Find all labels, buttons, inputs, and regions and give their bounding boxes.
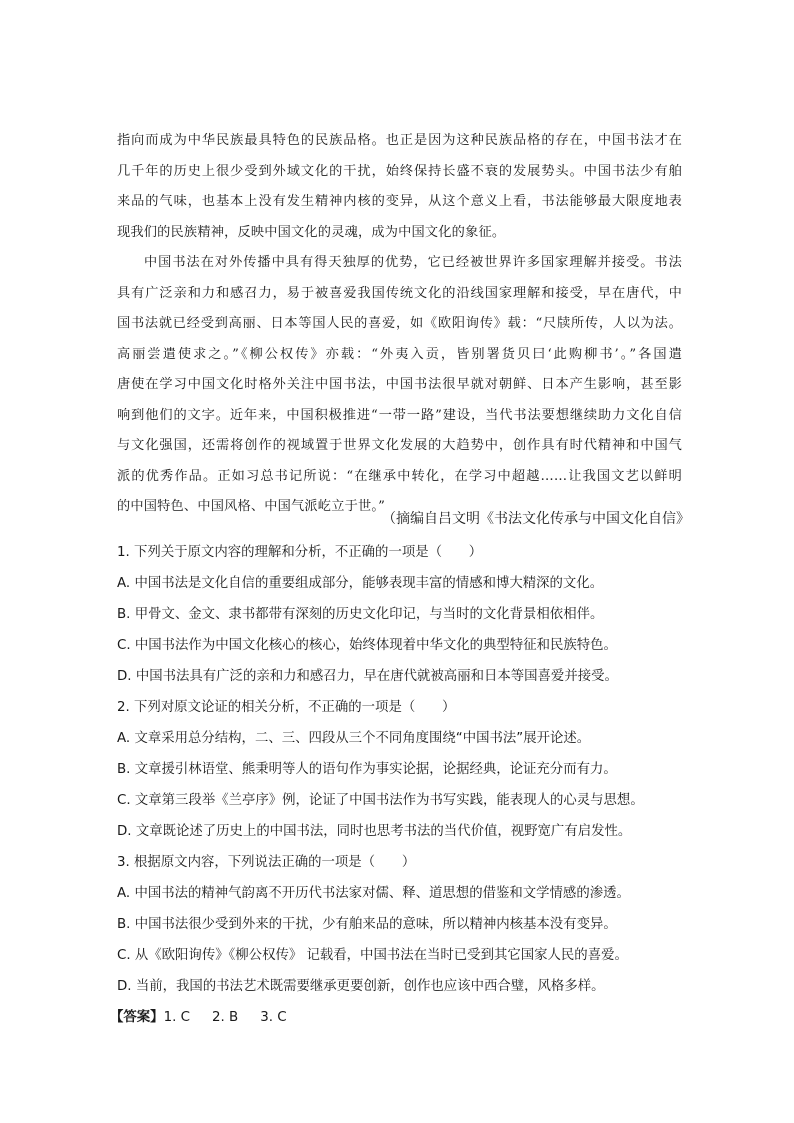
question-option: A. 文章采用总分结构，二、三、四段从三个不同角度围绕“中国书法”展开论述。	[117, 731, 591, 746]
question-stem: 2. 下列对原文论证的相关分析，不正确的一项是（ ）	[117, 700, 456, 715]
question-option: C. 从《欧阳询传》《柳公权传》 记载看，中国书法在当时已受到其它国家人民的喜爱。	[117, 948, 628, 963]
passage-line: 几千年的历史上很少受到外域文化的干扰，始终保持长盛不衰的发展势头。中国书法少有舶	[117, 163, 682, 179]
question-1	[117, 537, 707, 692]
question-option: A. 中国书法的精神气韵离不开历代书法家对儒、释、道思想的借鉴和文学情感的渗透。	[117, 886, 630, 901]
passage-line: 高丽尝遣使求之。”《柳公权传》亦载：“外夷入贡，皆别署货贝曰‘此购柳书’。”各国遣	[117, 346, 682, 362]
answer-item: 2. B	[211, 1010, 239, 1025]
passage-line: 派的优秀作品。正如习总书记所说：“在继承中转化，在学习中超越……让我国文艺以鲜明	[117, 468, 682, 484]
question-stem: 1. 下列关于原文内容的理解和分析，不正确的一项是（ ）	[117, 545, 483, 560]
question-option: C. 中国书法作为中国文化核心的核心，始终体现着中华文化的典型特征和民族特色。	[117, 638, 617, 653]
question-option: A. 中国书法是文化自信的重要组成部分，能够表现丰富的情感和博大精深的文化。	[117, 576, 604, 591]
question-3	[117, 847, 707, 1002]
question-option: D. 当前，我国的书法艺术既需要继承更要创新，创作也应该中西合璧，风格多样。	[117, 979, 605, 994]
paragraph-1	[117, 126, 682, 248]
question-option: B. 中国书法很少受到外来的干扰，少有舶来品的意味，所以精神内核基本没有变异。	[117, 917, 617, 932]
question-option: B. 甲骨文、金文、隶书都带有深刻的历史文化印记，与当时的文化背景相依相伴。	[117, 607, 604, 622]
answer-item: 3. C	[260, 1010, 287, 1025]
passage-line: 的中国特色、中国风格、中国气派屹立于世。”	[117, 499, 386, 514]
question-option: D. 中国书法具有广泛的亲和力和感召力，早在唐代就被高丽和日本等国喜爱并接受。	[117, 669, 618, 684]
passage-line: 中国书法在对外传播中具有得天独厚的优势，它已经被世界许多国家理解并接受。书法	[144, 255, 682, 270]
passage-line: 响到他们的文字。近年来，中国积极推进“一带一路”建设，当代书法要想继续助力文化自信	[117, 407, 682, 423]
paragraph-2	[117, 248, 682, 523]
passage-line: 唐使在学习中国文化时格外关注中国书法，中国书法很早就对朝鲜、日本产生影响，甚至影	[117, 377, 682, 392]
source-citation: （摘编自吕文明《书法文化传承与中国文化自信》	[382, 511, 690, 527]
passage-line: 来品的气味，也基本上没有发生精神内核的变异，从这个意义上看，书法能够最大限度地表	[117, 194, 682, 209]
question-option: D. 文章既论述了历史上的中国书法，同时也思考书法的当代价值，视野宽广有启发性。	[117, 824, 632, 839]
question-2	[117, 692, 707, 847]
passage-line: 国书法就已经受到高丽、日本等国人民的喜爱，如《欧阳询传》载：“尺牍所传，人以为法。	[117, 316, 682, 331]
question-stem: 3. 根据原文内容，下列说法正确的一项是（ ）	[117, 855, 416, 870]
answer-label: 【答案】	[110, 1010, 164, 1025]
passage-line: 与文化强国，还需将创作的视域置于世界文化发展的大趋势中，创作具有时代精神和中国气	[117, 438, 682, 453]
passage-line: 现我们的民族精神，反映中国文化的灵魂，成为中国文化的象征。	[117, 224, 506, 240]
question-option: C. 文章第三段举《兰亭序》例，论证了中国书法作为书写实践，能表现人的心灵与思想。	[117, 793, 644, 808]
passage-line: 指向而成为中华民族最具特色的民族品格。也正是因为这种民族品格的存在，中国书法才在	[117, 133, 682, 148]
answer-item: 1. C	[163, 1010, 190, 1025]
answer-key	[110, 1002, 707, 1033]
passage-text	[117, 126, 682, 523]
question-option: B. 文章援引林语堂、熊秉明等人的语句作为事实论据，论据经典，论证充分而有力。	[117, 762, 617, 777]
questions-section	[110, 537, 707, 1033]
passage-line: 具有广泛亲和力和感召力，易于被喜爱我国传统文化的沿线国家理解和接受，早在唐代，中	[117, 285, 682, 301]
